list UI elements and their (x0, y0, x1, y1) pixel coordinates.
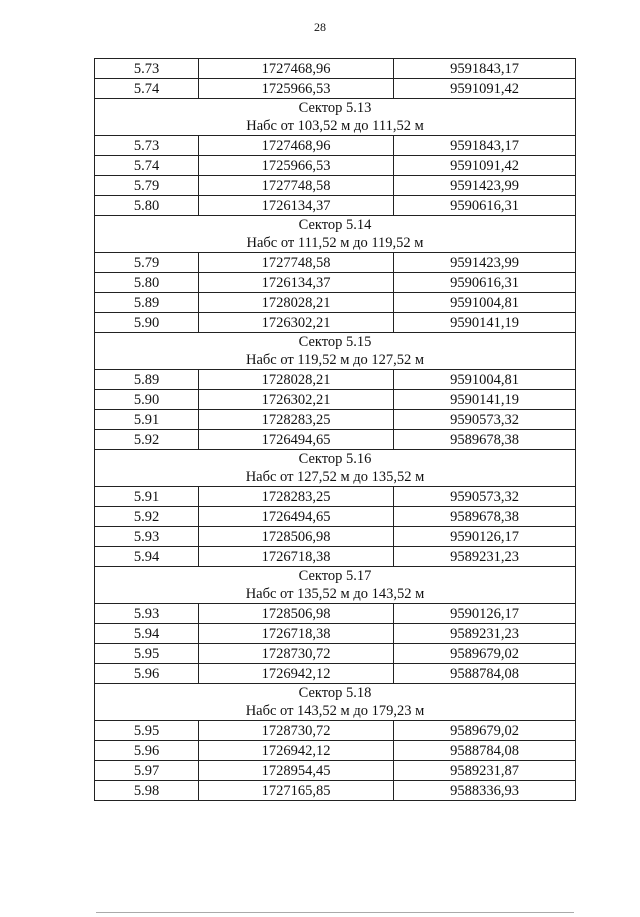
x-coordinate-cell: 1728283,25 (199, 410, 394, 430)
y-coordinate-cell: 9590126,17 (394, 527, 576, 547)
y-coordinate-cell: 9588336,93 (394, 781, 576, 801)
y-coordinate-cell: 9591843,17 (394, 136, 576, 156)
point-number-cell: 5.89 (95, 293, 199, 313)
table-row (95, 313, 576, 333)
x-coordinate-cell: 1726134,37 (199, 196, 394, 216)
coordinates-table (94, 58, 576, 801)
point-number-cell: 5.91 (95, 410, 199, 430)
sector-header-row (95, 216, 576, 253)
sector-header-row (95, 684, 576, 721)
point-number-cell: 5.97 (95, 761, 199, 781)
x-coordinate-cell: 1727165,85 (199, 781, 394, 801)
x-coordinate-cell: 1728730,72 (199, 721, 394, 741)
y-coordinate-cell: 9590573,32 (394, 410, 576, 430)
y-coordinate-cell: 9589231,23 (394, 624, 576, 644)
point-number-cell: 5.90 (95, 390, 199, 410)
y-coordinate-cell: 9590616,31 (394, 196, 576, 216)
y-coordinate-cell: 9591423,99 (394, 176, 576, 196)
y-coordinate-cell: 9591091,42 (394, 79, 576, 99)
point-number-cell: 5.95 (95, 644, 199, 664)
table-row (95, 273, 576, 293)
y-coordinate-cell: 9590616,31 (394, 273, 576, 293)
sector-header-row (95, 99, 576, 136)
y-coordinate-cell: 9590141,19 (394, 390, 576, 410)
table-row (95, 176, 576, 196)
y-coordinate-cell: 9591843,17 (394, 59, 576, 79)
y-coordinate-cell: 9590141,19 (394, 313, 576, 333)
point-number-cell: 5.74 (95, 79, 199, 99)
table-row (95, 370, 576, 390)
sector-header-row (95, 567, 576, 604)
table-row (95, 721, 576, 741)
point-number-cell: 5.79 (95, 176, 199, 196)
y-coordinate-cell: 9591423,99 (394, 253, 576, 273)
point-number-cell: 5.90 (95, 313, 199, 333)
y-coordinate-cell: 9589678,38 (394, 507, 576, 527)
table-row (95, 644, 576, 664)
table-row (95, 741, 576, 761)
table-row (95, 156, 576, 176)
y-coordinate-cell: 9589679,02 (394, 644, 576, 664)
x-coordinate-cell: 1726942,12 (199, 664, 394, 684)
point-number-cell: 5.94 (95, 624, 199, 644)
point-number-cell: 5.93 (95, 604, 199, 624)
x-coordinate-cell: 1728283,25 (199, 487, 394, 507)
point-number-cell: 5.73 (95, 59, 199, 79)
sector-height-range: Набс от 143,52 м до 179,23 м (245, 703, 425, 719)
sector-header-row (95, 450, 576, 487)
x-coordinate-cell: 1727748,58 (199, 253, 394, 273)
point-number-cell: 5.91 (95, 487, 199, 507)
point-number-cell: 5.93 (95, 527, 199, 547)
point-number-cell: 5.74 (95, 156, 199, 176)
point-number-cell: 5.80 (95, 196, 199, 216)
y-coordinate-cell: 9591091,42 (394, 156, 576, 176)
x-coordinate-cell: 1726942,12 (199, 741, 394, 761)
sector-title: Сектор 5.16 (298, 451, 372, 467)
x-coordinate-cell: 1725966,53 (199, 156, 394, 176)
y-coordinate-cell: 9590573,32 (394, 487, 576, 507)
sector-header-cell (95, 450, 576, 487)
x-coordinate-cell: 1726134,37 (199, 273, 394, 293)
y-coordinate-cell: 9590126,17 (394, 604, 576, 624)
sector-height-range: Набс от 111,52 м до 119,52 м (246, 235, 424, 251)
table-row (95, 547, 576, 567)
y-coordinate-cell: 9589679,02 (394, 721, 576, 741)
y-coordinate-cell: 9589231,87 (394, 761, 576, 781)
sector-title: Сектор 5.15 (298, 334, 372, 350)
sector-header-cell (95, 567, 576, 604)
table-row (95, 79, 576, 99)
y-coordinate-cell: 9589231,23 (394, 547, 576, 567)
x-coordinate-cell: 1727468,96 (199, 136, 394, 156)
point-number-cell: 5.96 (95, 664, 199, 684)
x-coordinate-cell: 1726494,65 (199, 507, 394, 527)
y-coordinate-cell: 9591004,81 (394, 370, 576, 390)
x-coordinate-cell: 1728506,98 (199, 604, 394, 624)
point-number-cell: 5.79 (95, 253, 199, 273)
x-coordinate-cell: 1728028,21 (199, 370, 394, 390)
table-row (95, 410, 576, 430)
page-bottom-divider (96, 912, 574, 913)
y-coordinate-cell: 9588784,08 (394, 741, 576, 761)
table-row (95, 59, 576, 79)
point-number-cell: 5.92 (95, 507, 199, 527)
x-coordinate-cell: 1726302,21 (199, 390, 394, 410)
table-row (95, 196, 576, 216)
x-coordinate-cell: 1727748,58 (199, 176, 394, 196)
sector-header-cell (95, 99, 576, 136)
sector-title: Сектор 5.18 (298, 685, 372, 701)
sector-height-range: Набс от 103,52 м до 111,52 м (246, 118, 424, 134)
sector-header-cell (95, 684, 576, 721)
table-row (95, 624, 576, 644)
table-row (95, 527, 576, 547)
point-number-cell: 5.95 (95, 721, 199, 741)
table-row (95, 430, 576, 450)
point-number-cell: 5.94 (95, 547, 199, 567)
page-number: 28 (314, 20, 326, 34)
sector-title: Сектор 5.13 (298, 100, 372, 116)
point-number-cell: 5.73 (95, 136, 199, 156)
point-number-cell: 5.96 (95, 741, 199, 761)
x-coordinate-cell: 1726718,38 (199, 624, 394, 644)
table-row (95, 761, 576, 781)
sector-header-row (95, 333, 576, 370)
table-row (95, 487, 576, 507)
point-number-cell: 5.89 (95, 370, 199, 390)
x-coordinate-cell: 1726302,21 (199, 313, 394, 333)
coordinates-table-body (95, 59, 576, 801)
x-coordinate-cell: 1728506,98 (199, 527, 394, 547)
sector-height-range: Набс от 119,52 м до 127,52 м (245, 352, 425, 368)
y-coordinate-cell: 9589678,38 (394, 430, 576, 450)
table-row (95, 390, 576, 410)
x-coordinate-cell: 1727468,96 (199, 59, 394, 79)
x-coordinate-cell: 1726494,65 (199, 430, 394, 450)
sector-header-cell (95, 333, 576, 370)
table-row (95, 781, 576, 801)
sector-height-range: Набс от 127,52 м до 135,52 м (245, 469, 425, 485)
sector-title: Сектор 5.14 (298, 217, 372, 233)
table-row (95, 253, 576, 273)
point-number-cell: 5.92 (95, 430, 199, 450)
table-row (95, 136, 576, 156)
x-coordinate-cell: 1725966,53 (199, 79, 394, 99)
y-coordinate-cell: 9591004,81 (394, 293, 576, 313)
y-coordinate-cell: 9588784,08 (394, 664, 576, 684)
sector-header-cell (95, 216, 576, 253)
table-row (95, 293, 576, 313)
point-number-cell: 5.98 (95, 781, 199, 801)
table-row (95, 604, 576, 624)
x-coordinate-cell: 1728028,21 (199, 293, 394, 313)
point-number-cell: 5.80 (95, 273, 199, 293)
sector-title: Сектор 5.17 (298, 568, 372, 584)
sector-height-range: Набс от 135,52 м до 143,52 м (245, 586, 425, 602)
x-coordinate-cell: 1728954,45 (199, 761, 394, 781)
table-row (95, 507, 576, 527)
table-row (95, 664, 576, 684)
x-coordinate-cell: 1728730,72 (199, 644, 394, 664)
x-coordinate-cell: 1726718,38 (199, 547, 394, 567)
